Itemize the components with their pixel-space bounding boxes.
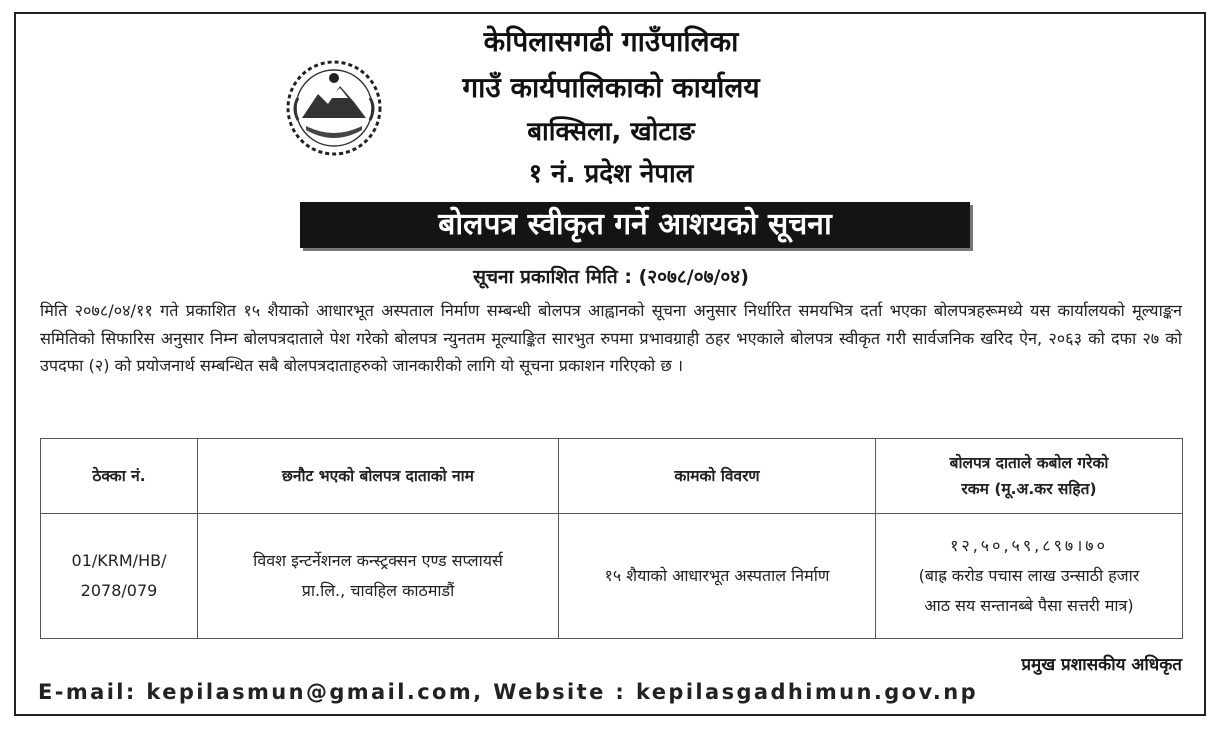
contact-footer: E-mail: kepilasmun@gmail.com, Website : kepilasgadhimun.gov.np xyxy=(38,680,979,704)
cell-contract-no xyxy=(41,514,198,639)
municipality-name: केपिलासगढी गाउँपालिका xyxy=(483,25,739,58)
header-amount-line2: रकम (मू.अ.कर सहित) xyxy=(961,480,1097,498)
cell-amount xyxy=(876,514,1183,639)
header-contract-no: ठेक्का नं. xyxy=(41,439,198,514)
table-header-row xyxy=(41,439,1183,514)
cell-work-description: १५ शैयाको आधारभूत अस्पताल निर्माण xyxy=(559,514,876,639)
notice-title: बोलपत्र स्वीकृत गर्ने आशयको सूचना xyxy=(300,202,970,248)
amount-figure: १२,५०,५९,८९७।७० xyxy=(950,536,1108,555)
cell-bidder-name xyxy=(198,514,559,639)
amount-words-line2: आठ सय सन्तानब्बे पैसा सत्तरी मात्र) xyxy=(924,596,1134,615)
header-work-description: कामको विवरण xyxy=(559,439,876,514)
signatory: प्रमुख प्रशासकीय अधिकृत xyxy=(1021,655,1182,675)
header-amount xyxy=(876,439,1183,514)
award-table xyxy=(40,438,1183,639)
contract-no-line2: 2078/079 xyxy=(80,581,158,600)
bidder-line1: विवश इन्टर्नेशनल कन्स्ट्रक्सन एण्ड सप्लायर्स xyxy=(253,551,503,570)
province-name: १ नं. प्रदेश नेपाल xyxy=(528,159,694,189)
header-bidder-name: छनौट भएको बोलपत्र दाताको नाम xyxy=(198,439,559,514)
published-date: सूचना प्रकाशित मिति : (२०७८/०७/०४) xyxy=(473,266,749,288)
header-amount-line1: बोलपत्र दाताले कबोल गरेको xyxy=(949,454,1109,472)
bidder-line2: प्रा.लि., चावहिल काठमाडौं xyxy=(301,581,455,600)
notice-body: मिति २०७८/०४/११ गते प्रकाशित १५ शैयाको आधारभूत अस्पताल निर्माण सम्बन्धी बोलपत्र आह्वानको सूचना अनुसार निर्धारित समयभित्र दर्ता भएका बोलपत्रहरूमध्ये यस कार्यालयको मूल्याङ्कन समितिको सिफारिस अनुसार निम्न बोलपत्रदाताले पेश गरेको बोलपत्र न्युनतम मूल्याङ्कित सारभुत रुपमा प्रभावग्राही ठहर भएकाले बोलपत्र स्वीकृत गरी सार्वजनिक खरिद ऐन, २०६३ को दफा २७ को उपदफा (२) को प्रयोजनार्थ सम्बन्धित सबै बोलपत्रदाताहरुको जानकारीको लागि यो सूचना प्रकाशन गरिएको छ । xyxy=(40,301,1182,375)
office-address: बाक्सिला, खोटाङ xyxy=(527,117,695,147)
table-row xyxy=(41,514,1183,639)
office-name: गाउँ कार्यपालिकाको कार्यालय xyxy=(462,71,760,104)
contract-no-line1: 01/KRM/HB/ xyxy=(71,551,167,570)
amount-words-line1: (बाह्र करोड पचास लाख उन्साठी हजार xyxy=(918,566,1140,585)
